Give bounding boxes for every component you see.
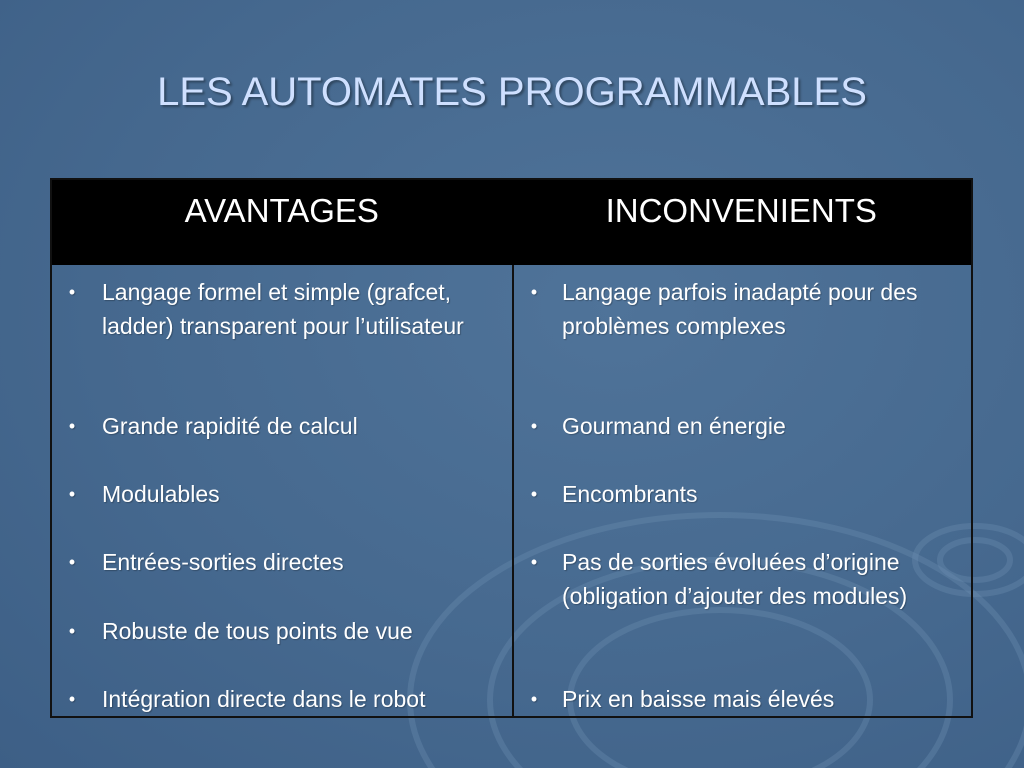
comparison-table bbox=[50, 178, 973, 718]
bullet-icon: • bbox=[68, 689, 76, 709]
list-item-text: Encombrants bbox=[562, 481, 698, 507]
table-body-row bbox=[52, 265, 971, 716]
bullet-icon: • bbox=[68, 484, 76, 504]
slide-title: LES AUTOMATES PROGRAMMABLES bbox=[157, 70, 867, 114]
bullet-icon: • bbox=[530, 282, 538, 302]
header-inconvenients: INCONVENIENTS bbox=[605, 192, 877, 229]
list-item-text: Langage formel et simple (grafcet, ladder) transparent pour l’utilisateur bbox=[102, 279, 464, 339]
list-item-text: Entrées-sorties directes bbox=[102, 549, 344, 575]
list-item-text: Gourmand en énergie bbox=[562, 413, 786, 439]
list-item-text: Prix en baisse mais élevés bbox=[562, 686, 835, 712]
bullet-icon: • bbox=[530, 484, 538, 504]
list-item-text: Robuste de tous points de vue bbox=[102, 618, 413, 644]
bullet-icon: • bbox=[68, 552, 76, 572]
list-item-text: Intégration directe dans le robot bbox=[102, 686, 426, 712]
bullet-icon: • bbox=[530, 689, 538, 709]
header-avantages: AVANTAGES bbox=[184, 192, 379, 229]
bullet-icon: • bbox=[530, 416, 538, 436]
list-item-text: Langage parfois inadapté pour des problèmes complexes bbox=[562, 279, 918, 339]
bullet-icon: • bbox=[68, 416, 76, 436]
list-item-text: Modulables bbox=[102, 481, 220, 507]
table-header-row bbox=[52, 180, 971, 265]
bullet-icon: • bbox=[68, 621, 76, 641]
inconvenients-column bbox=[512, 265, 971, 716]
bullet-icon: • bbox=[530, 552, 538, 572]
bullet-icon: • bbox=[68, 282, 76, 302]
list-item-text: Grande rapidité de calcul bbox=[102, 413, 358, 439]
list-item-text: Pas de sorties évoluées d’origine (obligation d’ajouter des modules) bbox=[562, 549, 908, 609]
avantages-column bbox=[52, 265, 512, 716]
